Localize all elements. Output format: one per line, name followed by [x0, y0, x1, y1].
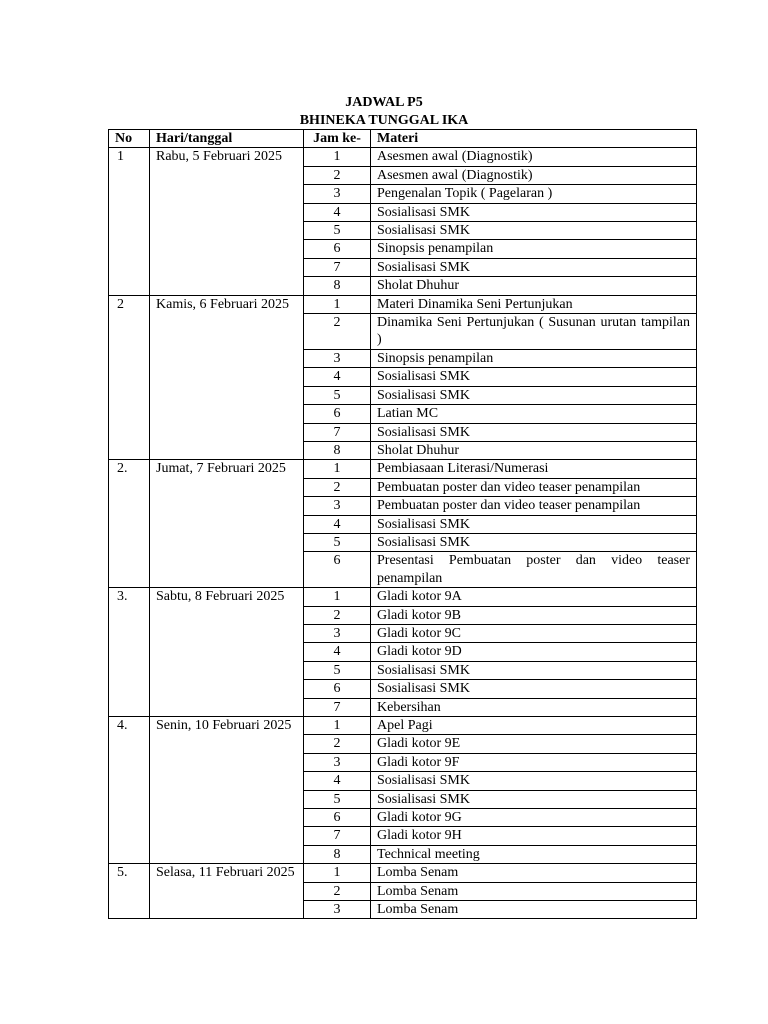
day-number: 2. [109, 460, 150, 588]
session-jam: 6 [304, 405, 371, 423]
session-materi: Sosialisasi SMK [371, 772, 697, 790]
session-materi: Lomba Senam [371, 901, 697, 919]
session-jam: 1 [304, 148, 371, 166]
session-jam: 5 [304, 790, 371, 808]
session-materi: Gladi kotor 9F [371, 753, 697, 771]
day-date: Jumat, 7 Februari 2025 [150, 460, 304, 588]
session-materi: Gladi kotor 9H [371, 827, 697, 845]
session-jam: 2 [304, 735, 371, 753]
session-materi: Gladi kotor 9G [371, 809, 697, 827]
session-materi: Sinopsis penampilan [371, 240, 697, 258]
session-materi: Sosialisasi SMK [371, 661, 697, 679]
session-materi: Sholat Dhuhur [371, 441, 697, 459]
session-materi: Pembuatan poster dan video teaser penampilan [371, 478, 697, 496]
session-jam: 2 [304, 882, 371, 900]
session-jam: 5 [304, 222, 371, 240]
session-jam: 1 [304, 295, 371, 313]
schedule-table [108, 129, 697, 919]
session-jam: 7 [304, 423, 371, 441]
day-date: Sabtu, 8 Februari 2025 [150, 588, 304, 717]
session-jam: 3 [304, 185, 371, 203]
session-jam: 3 [304, 497, 371, 515]
session-jam: 2 [304, 314, 371, 350]
session-jam: 2 [304, 478, 371, 496]
session-jam: 8 [304, 441, 371, 459]
day-number: 2 [109, 295, 150, 460]
session-jam: 3 [304, 901, 371, 919]
session-materi: Pembuatan poster dan video teaser penampilan [371, 497, 697, 515]
session-materi: Asesmen awal (Diagnostik) [371, 148, 697, 166]
session-jam: 2 [304, 166, 371, 184]
session-jam: 7 [304, 698, 371, 716]
session-materi: Sosialisasi SMK [371, 680, 697, 698]
session-materi: Lomba Senam [371, 864, 697, 882]
day-number: 1 [109, 148, 150, 295]
session-materi: Gladi kotor 9A [371, 588, 697, 606]
session-jam: 6 [304, 680, 371, 698]
session-jam: 7 [304, 258, 371, 276]
session-materi: Gladi kotor 9D [371, 643, 697, 661]
session-materi: Pengenalan Topik ( Pagelaran ) [371, 185, 697, 203]
session-materi: Sosialisasi SMK [371, 533, 697, 551]
day-number: 4. [109, 717, 150, 864]
session-jam: 5 [304, 661, 371, 679]
session-jam: 4 [304, 643, 371, 661]
session-materi: Materi Dinamika Seni Pertunjukan [371, 295, 697, 313]
session-jam: 8 [304, 277, 371, 295]
session-materi: Sosialisasi SMK [371, 790, 697, 808]
header-hari-tanggal: Hari/tanggal [150, 130, 304, 148]
table-row [109, 148, 697, 166]
session-materi: Gladi kotor 9B [371, 606, 697, 624]
session-materi: Sosialisasi SMK [371, 258, 697, 276]
session-jam: 3 [304, 753, 371, 771]
day-date: Senin, 10 Februari 2025 [150, 717, 304, 864]
session-materi: Sosialisasi SMK [371, 222, 697, 240]
session-jam: 6 [304, 240, 371, 258]
document-subtitle: BHINEKA TUNGGAL IKA [299, 113, 469, 128]
session-materi: Sosialisasi SMK [371, 368, 697, 386]
session-materi: Sosialisasi SMK [371, 203, 697, 221]
day-date: Selasa, 11 Februari 2025 [150, 864, 304, 919]
session-materi: Latian MC [371, 405, 697, 423]
table-row [109, 717, 697, 735]
session-materi: Pembiasaan Literasi/Numerasi [371, 460, 697, 478]
day-number: 5. [109, 864, 150, 919]
session-jam: 6 [304, 552, 371, 588]
table-row [109, 460, 697, 478]
session-materi: Sosialisasi SMK [371, 386, 697, 404]
day-date: Rabu, 5 Februari 2025 [150, 148, 304, 295]
day-date: Kamis, 6 Februari 2025 [150, 295, 304, 460]
session-materi: Sosialisasi SMK [371, 423, 697, 441]
session-materi: Asesmen awal (Diagnostik) [371, 166, 697, 184]
session-materi: Dinamika Seni Pertunjukan ( Susunan urutan tampilan ) [371, 314, 697, 350]
table-header-row [109, 130, 697, 148]
session-materi: Gladi kotor 9C [371, 624, 697, 642]
session-jam: 1 [304, 864, 371, 882]
session-jam: 5 [304, 386, 371, 404]
header-no: No [109, 130, 150, 148]
header-jam-ke: Jam ke- [304, 130, 371, 148]
session-jam: 4 [304, 368, 371, 386]
session-materi: Lomba Senam [371, 882, 697, 900]
table-row [109, 864, 697, 882]
header-materi: Materi [371, 130, 697, 148]
session-materi: Presentasi Pembuatan poster dan video teaser penampilan [371, 552, 697, 588]
session-jam: 4 [304, 515, 371, 533]
session-jam: 5 [304, 533, 371, 551]
document-title: JADWAL P5 [345, 95, 423, 110]
session-jam: 4 [304, 203, 371, 221]
session-jam: 7 [304, 827, 371, 845]
session-jam: 1 [304, 717, 371, 735]
table-row [109, 295, 697, 313]
session-jam: 3 [304, 624, 371, 642]
session-materi: Gladi kotor 9E [371, 735, 697, 753]
table-row [109, 588, 697, 606]
session-jam: 1 [304, 460, 371, 478]
schedule-body [109, 148, 697, 919]
day-number: 3. [109, 588, 150, 717]
session-jam: 8 [304, 845, 371, 863]
session-materi: Sosialisasi SMK [371, 515, 697, 533]
session-materi: Sinopsis penampilan [371, 349, 697, 367]
session-jam: 2 [304, 606, 371, 624]
session-materi: Kebersihan [371, 698, 697, 716]
session-materi: Technical meeting [371, 845, 697, 863]
session-materi: Sholat Dhuhur [371, 277, 697, 295]
session-materi: Apel Pagi [371, 717, 697, 735]
session-jam: 1 [304, 588, 371, 606]
session-jam: 3 [304, 349, 371, 367]
session-jam: 4 [304, 772, 371, 790]
session-jam: 6 [304, 809, 371, 827]
